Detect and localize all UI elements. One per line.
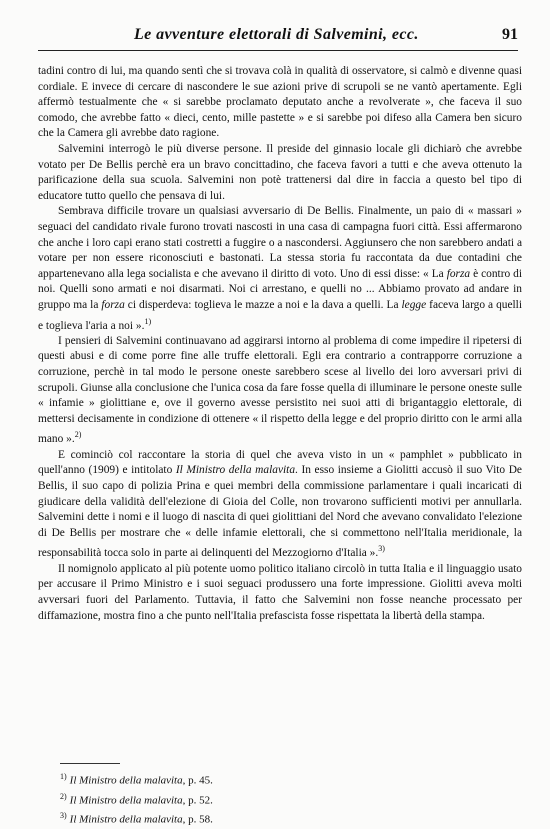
footnotes: [60, 769, 213, 828]
footnote-reference: 3): [378, 544, 385, 554]
footnote-divider: [60, 763, 120, 764]
footnote-reference: 1): [144, 316, 152, 326]
footnote-reference: 2): [74, 430, 82, 440]
text-segment: E cominciò col raccontare la storia di quel che aveva visto in un « pamphlet » pubblicato in quell'anno (1909) e intitolato: [38, 448, 522, 477]
footnote-page: , p. 52.: [182, 794, 213, 807]
footnote-title: Il Ministro della malavita: [69, 774, 183, 787]
paragraph: [38, 204, 522, 334]
italic-text: forza: [446, 267, 471, 280]
italic-text: legge: [401, 298, 427, 311]
running-title: Le avventure elettorali di Salvemini, ecc.: [134, 26, 419, 43]
paragraph: [38, 64, 522, 142]
text-segment: Sembrava difficile trovare un qualsiasi avversario di De Bellis. Finalmente, un paio di « massari » seguaci del candidato rivale furono trovati nascosti in una casa di campagna fuori città. Essi affermarono che anche i loro capi erano stati costretti a fuggire o a nascondersi. Aggiunsero che non sarebbero andati a votare per non essere riconosciuti e bastonati. La stessa storia fu raccontata da due contadini che appartenevano alla lega socialista e che avevano il diritto di voto. Uno di essi disse: « La: [38, 205, 522, 280]
paragraph: [38, 334, 522, 448]
footnote-number: 3): [60, 811, 67, 821]
italic-text: forza: [101, 298, 125, 311]
text-segment: I pensieri di Salvemini continuavano ad aggirarsi intorno al problema di come impedire il ripetersi di questi abusi e di come porre fine alle truffe elettorali. Egli era contrario a contrapporre corruzione a corruzione, perchè in tal modo le persone oneste sarebbero scese al livello dei loro avversari privi di scrupoli. Giunse alla conclusione che l'unica cosa da fare fosse quella di illuminare le persone oneste sulle « infamie » giolittiane e, ove il governo avesse persistito nei suoi atti di brigantaggio elettorale, di mettersi decisamente in condizione di ottenere « il rispetto della legge e del proprio diritto con le armi alla mano ».: [38, 334, 522, 446]
footnote-number: 1): [60, 772, 67, 781]
text-segment: Salvemini interrogò le più diverse persone. Il preside del ginnasio locale gli dichiarò che avrebbe votato per De Bellis perchè era un bravo concittadino, che faceva favori a tutti e che aveva ottenuto la parificazione della sua scuola. Salvemini non potè trattenersi dal dire in faccia a questo bel tipo di educatore tutto quello che pensava di lui.: [38, 142, 522, 202]
text-segment: tadini contro di lui, ma quando sentì che si trovava colà in qualità di osservatore, si calmò e divenne quasi cordiale. E invece di cercare di nascondere le sue azioni prive di scrupoli se ne vantò apertamente. Egli affermò testualmente che « si sarebbe proclamato deputato anche a revolverate », che faceva il suo comodo, che avrebbe fatto « dieci, cento, mille pastette » e si sarebbe poi difeso alla Camera ben sicuro che la Camera gli avrebbe dato ragione.: [38, 65, 522, 140]
footnote: [60, 769, 213, 789]
footnote-page: , p. 58.: [182, 813, 213, 826]
page-number: 91: [502, 26, 518, 43]
body-text: [38, 64, 522, 624]
footnote-title: Il Ministro della malavita: [69, 794, 183, 807]
text-segment: Il nomignolo applicato al più potente uomo politico italiano circolò in tutta Italia e il linguaggio usato per accusare il Primo Ministro e i suoi seguaci produssero una forte impressione. Giolitti aveva molti avversari fuori del Parlamento. Tuttavia, il fatto che Salvemini non fosse neanche processato per diffamazione, mostra fino a che punto nell'Italia prefascista fosse rispettata la libertà della stampa.: [38, 562, 522, 622]
text-segment: è contro di noi. Quelli sono armati e noi disarmati. Noi ci arrestano, e quelli no ... Abbiamo provato ad andare in gruppo ma la: [38, 267, 523, 311]
paragraph: [38, 142, 522, 204]
text-segment: ci disperdeva: toglieva le mazze a noi e la dava a quelli. La: [124, 298, 402, 311]
paragraph: [38, 562, 522, 624]
footnote-page: , p. 45.: [182, 774, 213, 787]
text-segment: faceva largo a quelli e toglieva l'aria a noi ».: [38, 298, 523, 332]
paragraph: [38, 448, 522, 562]
text-segment: . In esso insieme a Giolitti accusò il suo Vito De Bellis, il suo capo di polizia Prina e quei membri della commissione parlamentare i quali incaricati di giudicare della validità dell'elezione di Gioia del Colle, non trovarono sufficienti motivi per annullarla. Salvemini dette i nomi e il luogo di nascita di quei giolittiani del Nord che avevano convalidato l'elezione di De Bellis per mostrare che « delle infamie elettorali, che si commettono nell'Italia meridionale, la responsabilità tocca solo in parte ai delinquenti del Mezzogiorno d'Italia ».: [38, 464, 522, 560]
page-header: [38, 24, 518, 51]
footnote: [60, 808, 213, 828]
footnote-title: Il Ministro della malavita: [69, 813, 183, 826]
footnote-number: 2): [60, 791, 67, 801]
footnote: [60, 789, 213, 809]
italic-text: Il Ministro della malavita: [175, 464, 296, 477]
